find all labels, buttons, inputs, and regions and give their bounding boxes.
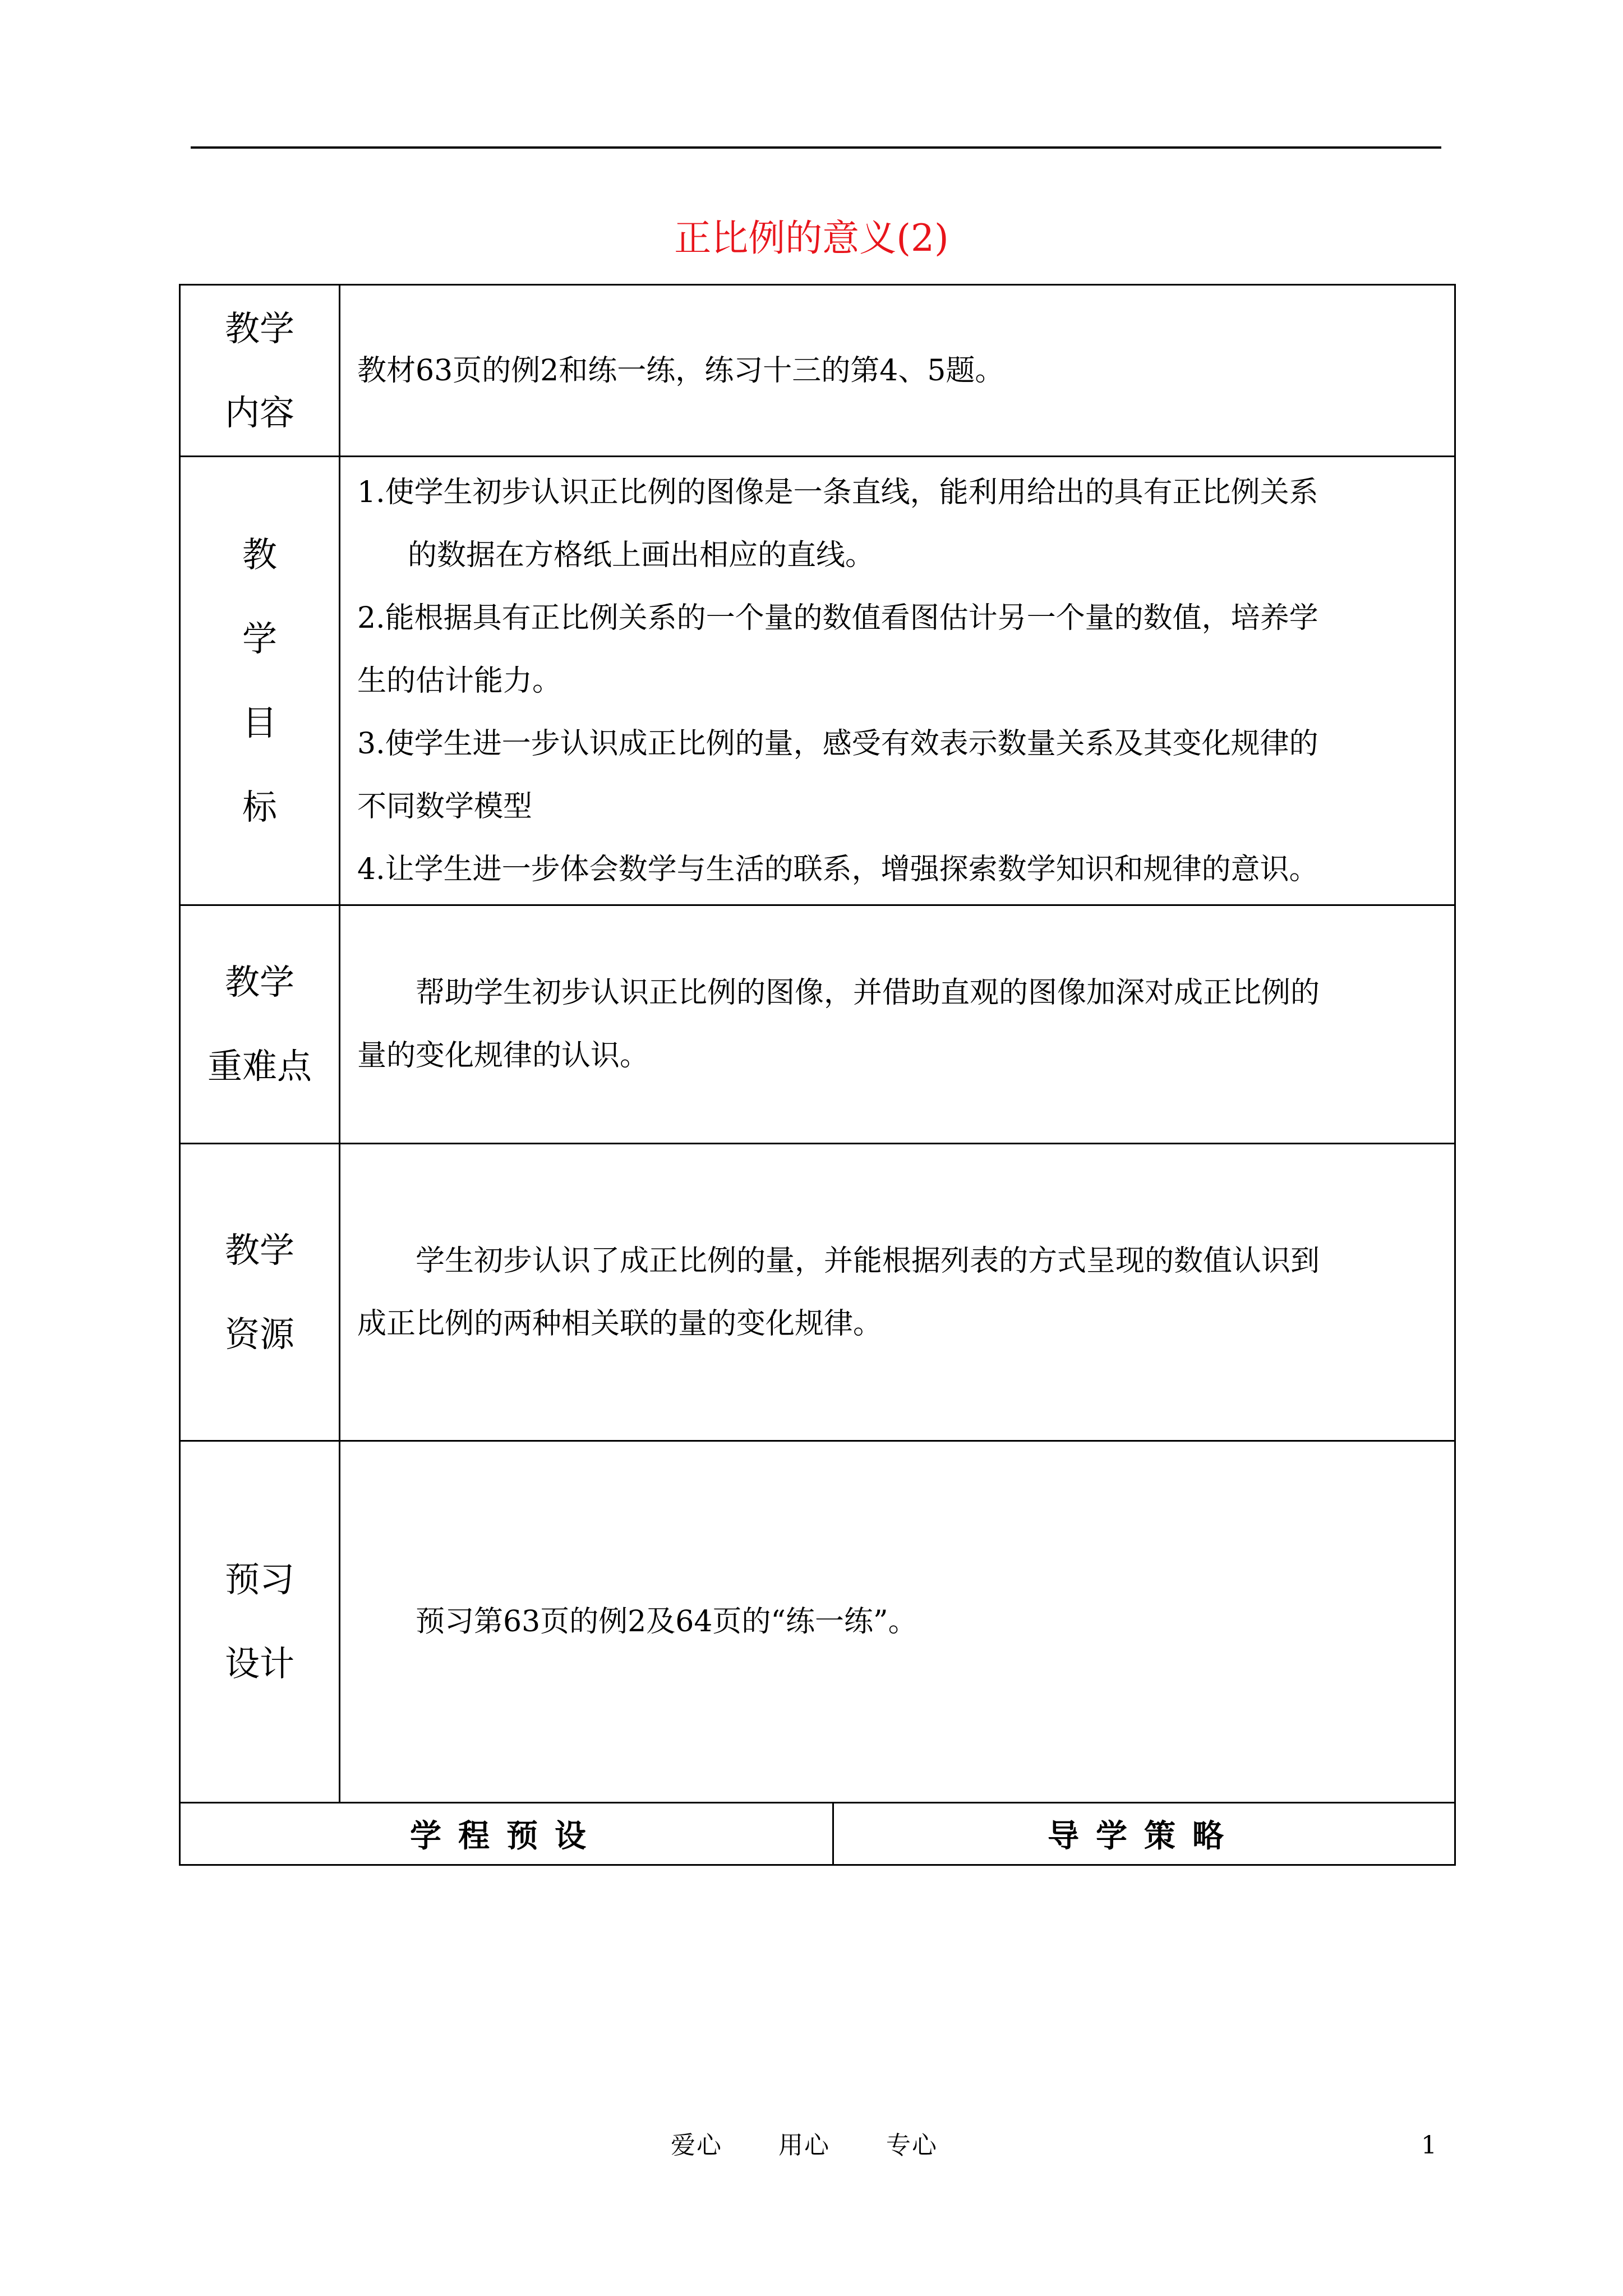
goal-item-2: 2.能根据具有正比例关系的一个量的数值看图估计另一个量的数值，培养学 bbox=[357, 601, 1318, 635]
row-teaching-resources bbox=[180, 1144, 1455, 1441]
motto-word: 用心 bbox=[778, 2131, 830, 2160]
header-guidance-strategy: 导学策略 bbox=[833, 1803, 1455, 1865]
label-line: 资源 bbox=[224, 1313, 294, 1355]
label-line: 内容 bbox=[224, 392, 294, 433]
label-key-difficulties bbox=[180, 905, 340, 1144]
label-char: 目 bbox=[242, 702, 277, 743]
content-teaching-goals bbox=[340, 457, 1455, 905]
goal-item-1-cont: 的数据在方格纸上画出相应的直线。 bbox=[408, 538, 875, 572]
lesson-plan-table bbox=[179, 284, 1456, 1866]
label-teaching-goals bbox=[180, 457, 340, 905]
content-teaching-resources bbox=[340, 1144, 1455, 1441]
label-teaching-content bbox=[180, 285, 340, 457]
page-number: 1 bbox=[1421, 2131, 1437, 2160]
content-key-difficulties bbox=[340, 905, 1455, 1144]
document-title: 正比例的意义(2) bbox=[674, 217, 949, 260]
label-line: 设计 bbox=[224, 1643, 294, 1684]
page-footer bbox=[0, 2126, 1623, 2165]
goal-item-2-cont: 生的估计能力。 bbox=[357, 664, 562, 698]
label-line: 教学 bbox=[224, 961, 294, 1002]
content-teaching-content bbox=[340, 285, 1455, 457]
content-text: 学生初步认识了成正比例的量，并能根据列表的方式呈现的数值认识到 bbox=[416, 1244, 1320, 1278]
goal-item-3: 3.使学生进一步认识成正比例的量，感受有效表示数量关系及其变化规律的 bbox=[357, 726, 1318, 761]
motto-word: 爱心 bbox=[671, 2131, 722, 2160]
row-key-difficulties bbox=[180, 905, 1455, 1144]
content-text: 帮助学生初步认识正比例的图像，并借助直观的图像加深对成正比例的 bbox=[416, 976, 1320, 1010]
content-text: 成正比例的两种相关联的量的变化规律。 bbox=[357, 1306, 883, 1341]
goal-item-1: 1.使学生初步认识正比例的图像是一条直线，能利用给出的具有正比例关系 bbox=[357, 475, 1318, 509]
label-line: 预习 bbox=[224, 1559, 294, 1600]
content-preview-design bbox=[340, 1441, 1455, 1803]
row-preview-design bbox=[180, 1441, 1455, 1803]
row-teaching-goals bbox=[180, 457, 1455, 905]
header-learning-process: 学程预设 bbox=[180, 1803, 833, 1865]
goal-item-3-cont: 不同数学模型 bbox=[357, 789, 533, 823]
label-line: 教学 bbox=[224, 1229, 294, 1271]
content-text: 预习第63页的例2及64页的“练一练”。 bbox=[416, 1605, 917, 1639]
label-char: 标 bbox=[242, 786, 277, 827]
row-teaching-content bbox=[180, 285, 1455, 457]
label-line: 教学 bbox=[224, 307, 294, 349]
footer-motto bbox=[671, 2126, 994, 2165]
label-line: 重难点 bbox=[207, 1046, 312, 1087]
header-rule bbox=[191, 146, 1441, 149]
motto-word: 专心 bbox=[886, 2131, 938, 2160]
label-char: 学 bbox=[242, 618, 277, 659]
label-char: 教 bbox=[242, 533, 277, 575]
goal-item-4: 4.让学生进一步体会数学与生活的联系，增强探索数学知识和规律的意识。 bbox=[357, 852, 1318, 886]
row-process-headers bbox=[180, 1803, 1455, 1865]
label-preview-design bbox=[180, 1441, 340, 1803]
content-text: 量的变化规律的认识。 bbox=[357, 1039, 649, 1073]
label-teaching-resources bbox=[180, 1144, 340, 1441]
content-text: 教材63页的例2和练一练，练习十三的第4、5题。 bbox=[357, 353, 1004, 388]
